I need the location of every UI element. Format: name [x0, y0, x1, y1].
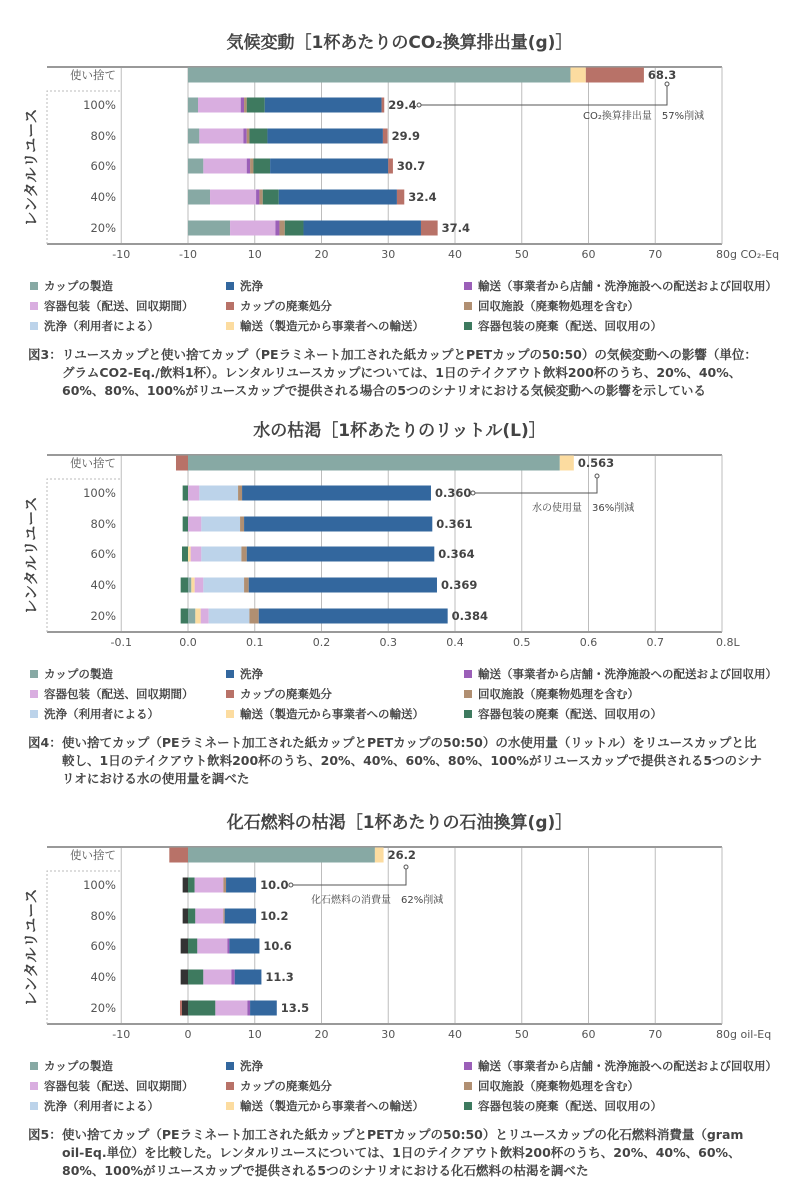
value-label: 0.384	[451, 609, 489, 623]
callout-dot	[595, 474, 599, 478]
value-label: 10.2	[260, 909, 289, 923]
x-tick-label: 30	[381, 248, 396, 261]
figure-caption	[28, 734, 768, 788]
legend-label: 輸送（事業者から店舗・洗浄施設への配送および回収用）	[478, 1059, 777, 1073]
bar-segment-transport-distribution	[241, 98, 244, 113]
bar-segment-packaging	[195, 578, 204, 593]
category-label: 使い捨て	[70, 848, 116, 862]
bar-segment-transport-manufacturer	[195, 609, 200, 624]
legend-swatch	[226, 1102, 234, 1110]
legend-label: 輸送（製造元から事業者への輸送）	[240, 1099, 424, 1113]
bar-segment-cup-disposal	[383, 129, 388, 144]
bar-segment-washing	[249, 578, 437, 593]
x-tick-label: 0.8L	[716, 636, 740, 649]
bar-segment-cup-manufacture	[188, 609, 195, 624]
bar-segment-transport-distribution	[247, 159, 250, 174]
bar-segment-other	[181, 970, 188, 985]
bar-segment-collection-facility	[240, 517, 244, 532]
bar-segment-washing	[229, 939, 259, 954]
x-tick-label: 20	[314, 1028, 329, 1041]
value-label: 30.7	[396, 159, 426, 173]
group-label: レンタルリユース	[22, 888, 40, 1007]
bar-segment-collection-facility	[223, 909, 224, 924]
legend-label: カップの廃棄処分	[240, 1079, 332, 1093]
bar-segment-packaging-disposal	[183, 486, 188, 501]
bar-segment-cup-disposal	[382, 98, 385, 113]
x-tick-label: -0.1	[110, 636, 132, 649]
bar-segment-collection-facility	[250, 159, 253, 174]
bar-segment-packaging	[188, 486, 199, 501]
x-tick-label: 50	[514, 248, 529, 261]
x-tick-label: 70	[648, 248, 663, 261]
value-label: 10.6	[263, 939, 292, 953]
bar-segment-packaging	[215, 1001, 247, 1016]
x-tick-label: 0.3	[379, 636, 397, 649]
bar-segment-collection-facility	[249, 609, 258, 624]
bar-segment-packaging	[197, 939, 227, 954]
bar-segment-transport-distribution	[231, 970, 234, 985]
legend-swatch	[226, 302, 234, 310]
value-label: 32.4	[408, 190, 437, 204]
bar-segment-packaging-disposal	[285, 221, 304, 236]
callout-dot	[289, 883, 293, 887]
x-tick-label: -10	[112, 248, 131, 261]
legend-label: 輸送（事業者から店舗・洗浄施設への配送および回収用）	[478, 667, 777, 681]
bar-segment-washing	[303, 221, 420, 236]
caption-text: 使い捨てカップ（PEラミネート加工された紙カップとPETカップの50:50）の水使用量（リットル）をリユースカップと比較し、1日のテイクアウト飲料200杯のうち、20%、40%、60%、80%、100%がリユースカップで提供される5つのシナリオにおける水の使用量を調べた	[62, 735, 763, 786]
legend-swatch	[464, 1082, 472, 1090]
legend-item	[226, 318, 424, 334]
category-label: 20%	[90, 221, 116, 235]
legend-swatch	[30, 710, 38, 718]
value-label: 29.9	[391, 129, 420, 143]
bar-segment-packaging-disposal	[181, 609, 188, 624]
bar-segment-cup-manufacture	[188, 159, 203, 174]
bar-segment-cup-manufacture	[188, 456, 560, 471]
legend-item	[226, 298, 332, 314]
chart-title: 気候変動［1杯あたりのCO₂換算排出量(g)］	[226, 33, 573, 53]
legend-item	[464, 1098, 662, 1114]
bar-segment-transport-distribution	[256, 190, 259, 205]
legend-swatch	[464, 690, 472, 698]
x-tick-label: 10	[247, 1028, 262, 1041]
bar-segment-packaging-disposal	[188, 939, 197, 954]
bar-segment-packaging	[195, 878, 224, 893]
legend-item	[464, 1058, 777, 1074]
bar-segment-cup-disposal	[421, 221, 438, 236]
x-tick-label: 40	[448, 248, 462, 261]
bar-segment-packaging	[201, 609, 209, 624]
bar-segment-transport-distribution	[227, 939, 229, 954]
callout-line	[475, 478, 597, 493]
bar-segment-washing-user	[201, 517, 240, 532]
bar-segment-transport-manufacturer	[560, 456, 574, 471]
legend-label: 回収施設（廃棄物処理を含む）	[478, 299, 639, 313]
x-tick-label: 60	[581, 1028, 596, 1041]
x-tick-label: 70	[648, 1028, 663, 1041]
bar-segment-cup-disposal	[169, 848, 188, 863]
legend-item	[464, 686, 639, 702]
bar-segment-cup-disposal	[586, 68, 644, 83]
legend-swatch	[30, 302, 38, 310]
legend-swatch	[226, 1082, 234, 1090]
bar-segment-washing-user	[209, 609, 250, 624]
legend-swatch	[464, 282, 472, 290]
bar-segment-washing-user	[201, 547, 241, 562]
bar-segment-packaging-disposal	[263, 190, 279, 205]
bar-segment-cup-manufacture	[188, 129, 199, 144]
legend-label: カップの製造	[44, 279, 113, 293]
x-tick-label: -10	[112, 1028, 131, 1041]
caption-label: 図3：	[28, 347, 62, 362]
legend-item	[30, 1098, 159, 1114]
bar-segment-cup-manufacture	[188, 98, 198, 113]
legend-swatch	[226, 322, 234, 330]
x-tick-label: 60	[581, 248, 596, 261]
bar-segment-transport-distribution	[275, 221, 279, 236]
legend-label: 輸送（製造元から事業者への輸送）	[240, 319, 424, 333]
value-label: 26.2	[387, 848, 416, 862]
callout-text: 水の使用量 36%削減	[532, 503, 635, 514]
x-tick-label: 80g CO₂-Eq	[716, 248, 780, 261]
figure-caption	[28, 1126, 768, 1180]
bar-segment-cup-manufacture	[188, 848, 375, 863]
legend-label: 容器包装（配送、回収期間）	[44, 687, 194, 701]
bar-segment-washing	[270, 159, 388, 174]
bar-segment-washing	[279, 190, 397, 205]
bar-segment-washing	[242, 486, 431, 501]
x-tick-label: 0	[184, 1028, 192, 1041]
legend-item	[30, 706, 159, 722]
chart-climate-change	[0, 20, 799, 420]
bar-segment-collection-facility	[279, 221, 284, 236]
x-tick-label: 0.4	[446, 636, 464, 649]
bar-segment-packaging	[203, 970, 231, 985]
caption-label: 図4：	[28, 735, 62, 750]
value-label: 29.4	[388, 98, 417, 112]
category-label: 60%	[90, 159, 116, 173]
category-label: 80%	[90, 129, 116, 143]
x-tick-label: 0.7	[646, 636, 664, 649]
bar-segment-other	[182, 1001, 188, 1016]
group-label: レンタルリユース	[22, 496, 40, 615]
bar-segment-other	[183, 878, 188, 893]
bar-segment-washing	[235, 970, 262, 985]
legend-item	[464, 666, 777, 682]
callout-dot	[665, 82, 669, 86]
legend-swatch	[30, 322, 38, 330]
legend-item	[226, 666, 263, 682]
bar-segment-washing-user	[199, 486, 238, 501]
caption-text: 使い捨てカップ（PEラミネート加工された紙カップとPETカップの50:50）とリユースカップの化石燃料消費量（gram oil-Eq.単位）を比較した。レンタルリユースについては、1日のテイクアウト飲料200杯のうち、20%、40%、60%、80%、100%がリユースカップで提供される5つのシナリオにおける化石燃料の枯渇を調べた	[62, 1127, 744, 1178]
legend-item	[30, 686, 194, 702]
x-tick-label: 10	[247, 248, 262, 261]
legend-label: 洗浄（利用者による）	[44, 1099, 159, 1113]
caption-label: 図5：	[28, 1127, 62, 1142]
bar-segment-cup-manufacture	[188, 68, 570, 83]
legend-swatch	[30, 1082, 38, 1090]
category-label: 80%	[90, 909, 116, 923]
legend-label: 容器包装の廃棄（配送、回収用の）	[478, 707, 662, 721]
legend-item	[226, 706, 424, 722]
legend-label: 洗浄（利用者による）	[44, 707, 159, 721]
value-label: 0.563	[577, 456, 615, 470]
callout-text: 化石燃料の消費量 62%削減	[311, 895, 444, 906]
legend-swatch	[226, 282, 234, 290]
category-label: 40%	[90, 578, 116, 592]
legend-label: 洗浄	[240, 279, 263, 293]
legend-swatch	[226, 1062, 234, 1070]
legend-item	[30, 298, 194, 314]
category-label: 40%	[90, 190, 116, 204]
legend-label: カップの製造	[44, 1059, 113, 1073]
legend-label: 容器包装（配送、回収期間）	[44, 299, 194, 313]
bar-segment-washing	[267, 129, 382, 144]
legend-item	[30, 278, 113, 294]
legend-item	[30, 1078, 194, 1094]
value-label: 37.4	[441, 221, 471, 235]
value-label: 0.360	[434, 486, 472, 500]
x-tick-label: 0.0	[179, 636, 197, 649]
legend-swatch	[464, 670, 472, 678]
bar-segment-cup-disposal	[176, 456, 188, 471]
value-label: 68.3	[647, 68, 677, 82]
callout-line	[293, 869, 406, 885]
bar-segment-other	[181, 939, 188, 954]
bar-segment-packaging-disposal	[247, 98, 265, 113]
category-label: 40%	[90, 970, 116, 984]
bar-segment-packaging	[203, 159, 246, 174]
legend-label: 容器包装の廃棄（配送、回収用の）	[478, 319, 662, 333]
x-tick-label: 0.6	[579, 636, 598, 649]
bar-segment-transport-manufacturer	[191, 578, 194, 593]
bar-segment-other	[183, 909, 188, 924]
category-label: 20%	[90, 1001, 116, 1015]
legend-swatch	[226, 710, 234, 718]
x-tick-label: 80g oil-Eq	[716, 1028, 772, 1041]
legend-label: 洗浄	[240, 1059, 263, 1073]
legend-item	[30, 1058, 113, 1074]
legend-item	[464, 278, 777, 294]
category-label: 使い捨て	[70, 68, 116, 82]
bar-segment-collection-facility	[238, 486, 242, 501]
bar-segment-cup-disposal	[180, 1001, 182, 1016]
figure-caption	[28, 346, 768, 400]
bar-segment-packaging-disposal	[183, 517, 188, 532]
legend-label: カップの製造	[44, 667, 113, 681]
bar-segment-packaging-disposal	[188, 878, 195, 893]
category-label: 80%	[90, 517, 116, 531]
bar-segment-washing	[225, 909, 256, 924]
value-label: 0.361	[436, 517, 473, 531]
bar-segment-collection-facility	[244, 98, 247, 113]
legend-swatch	[30, 690, 38, 698]
legend-item	[464, 318, 662, 334]
bar-segment-packaging-disposal	[188, 909, 195, 924]
value-label: 0.369	[440, 578, 478, 592]
category-label: 60%	[90, 547, 116, 561]
category-label: 100%	[83, 98, 116, 112]
category-label: 20%	[90, 609, 116, 623]
x-tick-label: 0.1	[246, 636, 264, 649]
bar-segment-packaging	[199, 129, 243, 144]
bar-segment-packaging-disposal	[249, 129, 267, 144]
bar-segment-packaging-disposal	[181, 578, 188, 593]
bar-segment-cup-manufacture	[188, 190, 210, 205]
legend-item	[226, 1078, 332, 1094]
bar-segment-washing	[247, 547, 435, 562]
bar-segment-packaging	[191, 547, 202, 562]
bar-segment-washing	[265, 98, 382, 113]
legend-swatch	[30, 1062, 38, 1070]
value-label: 10.0	[260, 878, 289, 892]
category-label: 60%	[90, 939, 116, 953]
bar-segment-collection-facility	[259, 190, 262, 205]
x-tick-label: -10	[179, 248, 197, 261]
bar-segment-packaging-disposal	[253, 159, 270, 174]
category-label: 100%	[83, 878, 116, 892]
bar-segment-transport-manufacturer	[570, 68, 585, 83]
bar-segment-packaging-disposal	[188, 1001, 215, 1016]
bar-segment-transport-manufacturer	[375, 848, 384, 863]
legend-item	[30, 666, 113, 682]
legend-label: 洗浄（利用者による）	[44, 319, 159, 333]
chart-title: 水の枯渇［1杯あたりのリットル(L)］	[253, 421, 546, 441]
legend-label: 輸送（製造元から事業者への輸送）	[240, 707, 424, 721]
legend-swatch	[226, 670, 234, 678]
bar-segment-washing	[244, 517, 432, 532]
group-label: レンタルリユース	[22, 108, 40, 227]
x-tick-label: 40	[448, 1028, 462, 1041]
chart-plot	[0, 20, 799, 270]
legend-label: 回収施設（廃棄物処理を含む）	[478, 687, 639, 701]
legend-label: 容器包装（配送、回収期間）	[44, 1079, 194, 1093]
legend-swatch	[464, 1102, 472, 1110]
bar-segment-collection-facility	[241, 547, 246, 562]
chart-title: 化石燃料の枯渇［1杯あたりの石油換算(g)］	[226, 813, 573, 833]
chart-water-depletion	[0, 408, 799, 808]
callout-dot	[471, 491, 475, 495]
value-label: 11.3	[265, 970, 294, 984]
legend-item	[464, 1078, 639, 1094]
bar-segment-transport-distribution	[247, 1001, 250, 1016]
bar-segment-washing	[226, 878, 256, 893]
legend-item	[226, 1058, 263, 1074]
bar-segment-washing	[250, 1001, 277, 1016]
chart-plot	[0, 800, 799, 1050]
legend-swatch	[464, 302, 472, 310]
bar-segment-transport-manufacturer	[188, 547, 191, 562]
bar-segment-washing	[259, 609, 448, 624]
legend-label: 輸送（事業者から店舗・洗浄施設への配送および回収用）	[478, 279, 777, 293]
bar-segment-cup-manufacture	[188, 578, 191, 593]
value-label: 0.364	[438, 547, 475, 561]
legend-swatch	[30, 1102, 38, 1110]
legend-swatch	[464, 1062, 472, 1070]
legend-swatch	[464, 322, 472, 330]
bar-segment-cup-disposal	[397, 190, 404, 205]
callout-dot	[417, 103, 421, 107]
legend-swatch	[464, 710, 472, 718]
bar-segment-cup-manufacture	[188, 221, 230, 236]
legend-item	[226, 278, 263, 294]
bar-segment-packaging-disposal	[188, 970, 203, 985]
x-tick-label: 20	[314, 248, 329, 261]
bar-segment-packaging	[188, 517, 201, 532]
chart-plot	[0, 408, 799, 658]
bar-segment-packaging-disposal	[182, 547, 188, 562]
legend-swatch	[30, 670, 38, 678]
category-label: 使い捨て	[70, 456, 116, 470]
legend-label: カップの廃棄処分	[240, 687, 332, 701]
bar-segment-transport-distribution	[243, 129, 246, 144]
bar-segment-collection-facility	[247, 129, 250, 144]
bar-segment-packaging	[210, 190, 256, 205]
legend-item	[226, 686, 332, 702]
x-tick-label: 0.2	[312, 636, 331, 649]
bar-segment-packaging	[195, 909, 223, 924]
x-tick-label: 0.5	[513, 636, 531, 649]
bar-segment-packaging	[198, 98, 241, 113]
legend-label: 容器包装の廃棄（配送、回収用の）	[478, 1099, 662, 1113]
legend-swatch	[226, 690, 234, 698]
category-label: 100%	[83, 486, 116, 500]
legend-item	[30, 318, 159, 334]
x-tick-label: 50	[514, 1028, 529, 1041]
bar-segment-collection-facility	[244, 578, 249, 593]
callout-text: CO₂換算排出量 57%削減	[583, 111, 705, 122]
x-tick-label: 30	[381, 1028, 396, 1041]
caption-text: リユースカップと使い捨てカップ（PEラミネート加工された紙カップとPETカップの50:50）の気候変動への影響（単位：グラムCO2-Eq./飲料1杯）。レンタルリユースカップについては、1日のテイクアウト飲料200杯のうち、20%、40%、60%、80%、100%がリユースカップで提供される場合の5つのシナリオにおける気候変動への影響を示している	[62, 347, 757, 398]
bar-segment-collection-facility	[223, 878, 226, 893]
bar-segment-packaging	[230, 221, 275, 236]
legend-label: 洗浄	[240, 667, 263, 681]
chart-fossil-fuel-depletion	[0, 800, 799, 1200]
legend-item	[464, 706, 662, 722]
value-label: 13.5	[280, 1001, 310, 1015]
legend-swatch	[30, 282, 38, 290]
callout-line	[421, 86, 667, 105]
legend-label: カップの廃棄処分	[240, 299, 332, 313]
bar-segment-cup-disposal	[388, 159, 393, 174]
legend-label: 回収施設（廃棄物処理を含む）	[478, 1079, 639, 1093]
legend-item	[226, 1098, 424, 1114]
legend-item	[464, 298, 639, 314]
callout-dot	[404, 865, 408, 869]
bar-segment-washing-user	[203, 578, 244, 593]
